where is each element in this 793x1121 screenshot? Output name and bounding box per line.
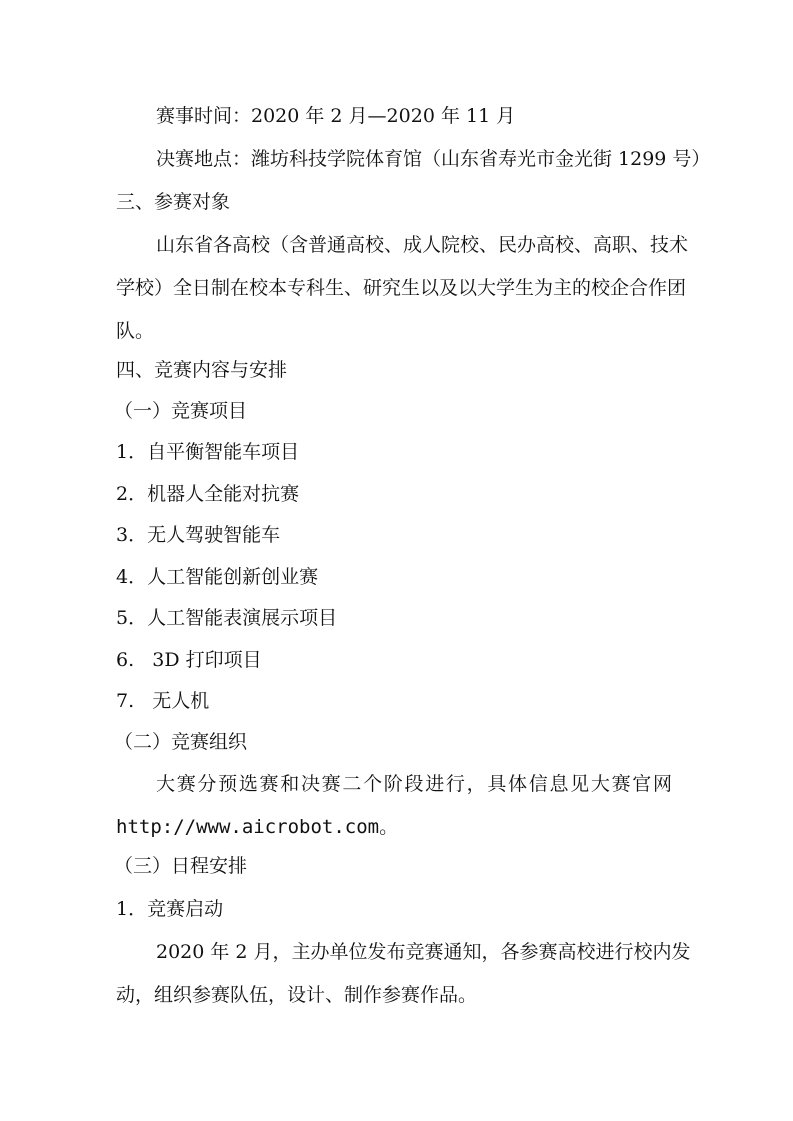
list-item: 4．人工智能创新创业赛 xyxy=(116,566,319,588)
subheading-schedule: （三）日程安排 xyxy=(114,855,248,877)
paragraph-participants-line-1: 山东省各高校（含普通高校、成人院校、民办高校、高职、技术 xyxy=(156,234,689,256)
final-venue: 决赛地点：潍坊科技学院体育馆（山东省寿光市金光街 1299 号） xyxy=(156,148,711,170)
paragraph-participants-line-3: 队。 xyxy=(116,320,155,342)
paragraph-schedule-line-2: 动，组织参赛队伍，设计、制作参赛作品。 xyxy=(116,984,478,1006)
schedule-item-title: 1．竞赛启动 xyxy=(116,898,224,920)
list-item: 6. 3D 打印项目 xyxy=(116,649,262,671)
list-item: 1．自平衡智能车项目 xyxy=(116,441,300,463)
paragraph-organization-line-1: 大赛分预选赛和决赛二个阶段进行，具体信息见大赛官网 xyxy=(156,773,672,795)
paragraph-schedule-line-1: 2020 年 2 月，主办单位发布竞赛通知，各参赛高校进行校内发 xyxy=(156,941,691,963)
list-item: 3．无人驾驶智能车 xyxy=(116,524,281,546)
subheading-organization: （二）竞赛组织 xyxy=(114,731,248,753)
list-item: 5．人工智能表演展示项目 xyxy=(116,607,338,629)
section-heading-participants: 三、参赛对象 xyxy=(116,191,231,213)
subheading-items: （一）竞赛项目 xyxy=(114,400,248,422)
website-url: http://www.aicrobot.com。 xyxy=(116,816,399,838)
list-item: 2．机器人全能对抗赛 xyxy=(116,483,300,505)
list-item: 7. 无人机 xyxy=(116,690,210,712)
competition-time: 赛事时间：2020 年 2 月—2020 年 11 月 xyxy=(156,105,516,127)
section-heading-content: 四、竞赛内容与安排 xyxy=(116,359,288,381)
paragraph-participants-line-2: 学校）全日制在校本专科生、研究生以及以大学生为主的校企合作团 xyxy=(116,277,687,299)
